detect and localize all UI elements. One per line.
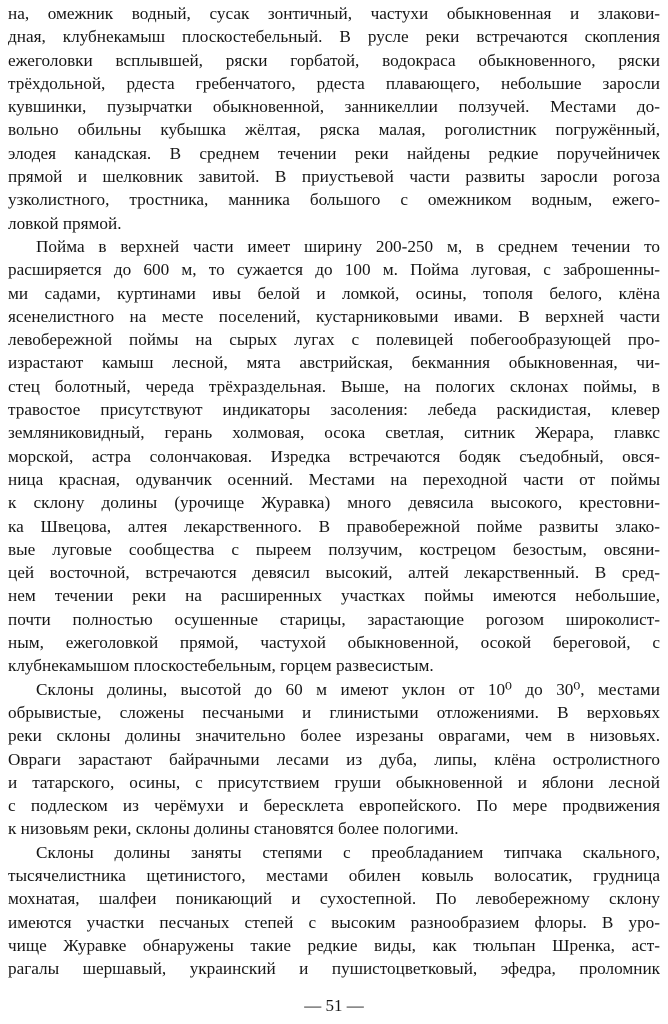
text-line: чище Журавке обнаружены такие редкие виды, как тюльпан Шренка, аст- <box>8 935 660 955</box>
text-line: рагалы шершавый, украинский и пушистоцветковый, эфедра, проломник <box>8 959 660 979</box>
text-line: к склону долины (урочище Журавка) много девясила высокого, крестовни- <box>8 493 660 513</box>
text-line: цей восточной, встречаются девясил высокий, алтей лекарственный. В сред- <box>8 563 660 583</box>
text-line: ка Швецова, алтея лекарственного. В правобережной пойме развиты злако- <box>8 516 660 536</box>
text-line: расширяется до 600 м, то сужается до 100 м. Пойма луговая, с заброшенны- <box>8 260 660 280</box>
text-line: прямой и шелковник завитой. В приустьевой части развиты заросли рогоза <box>8 167 660 187</box>
text-line: реки склоны долины значительно более изрезаны оврагами, чем в низовьях. <box>8 726 660 746</box>
text-line: вольно обильны кубышка жёлтая, ряска малая, роголистник погружённый, <box>8 120 660 140</box>
text-line: ным, ежеголовкой прямой, частухой обыкновенной, осокой береговой, с <box>8 633 660 653</box>
text-line: ми садами, куртинами ивы белой и ломкой, осины, тополя белого, клёна <box>8 283 660 303</box>
text-line: с подлеском из черёмухи и бересклета европейского. По мере продвижения <box>8 796 660 816</box>
text-line: травостое присутствуют индикаторы засоления: лебеда раскидистая, клевер <box>8 400 660 420</box>
text-line: кувшинки, пузырчатки обыкновенной, занникеллии ползучей. Местами до- <box>8 97 660 117</box>
text-line: и татарского, осины, с присутствием груши обыкновенной и яблони лесной <box>8 772 660 792</box>
text-line: ясенелистного на месте поселений, кустарниковыми ивами. В верхней части <box>8 306 660 326</box>
text-line: почти полностью осушенные старицы, зарастающие рогозом широколист- <box>8 609 660 629</box>
text-line: клубнекамышом плоскостебельным, горцем развесистым. <box>8 656 434 676</box>
text-line: к низовьям реки, склоны долины становятся более пологими. <box>8 819 459 839</box>
text-line: земляниковидный, герань холмовая, осока светлая, ситник Жерара, главкс <box>8 423 660 443</box>
text-line: на, омежник водный, сусак зонтичный, частухи обыкновенная и злакови- <box>8 4 660 23</box>
text-line: морской, астра солончаковая. Изредка встречаются бодяк съедобный, овся- <box>8 446 660 466</box>
text-line: имеются участки песчаных степей с высоким разнообразием флоры. В уро- <box>8 912 660 932</box>
text-line: нем течении реки на расширенных участках поймы имеются небольшие, <box>8 586 660 606</box>
text-line: ежеголовки всплывшей, ряски горбатой, водокраса обыкновенного, ряски <box>8 50 660 70</box>
text-line: Овраги зарастают байрачными лесами из дуба, липы, клёна остролистного <box>8 749 660 769</box>
text-line: Склоны долины заняты степями с преобладанием типчака скального, <box>36 842 660 862</box>
text-line: ловкой прямой. <box>8 213 122 233</box>
body-text <box>8 2 660 980</box>
text-line: стец болотный, череда трёхраздельная. Выше, на пологих склонах поймы, в <box>8 376 660 396</box>
text-line: израстают камыш лесной, мята австрийская, бекманния обыкновенная, чи- <box>8 353 660 373</box>
text-line: тысячелистника щетинистого, местами обилен ковыль волосатик, грудница <box>8 865 660 885</box>
text-line: вые луговые сообщества с пыреем ползучим, кострецом безостым, овсяни- <box>8 539 660 559</box>
page-number: — 51 — <box>304 996 364 1015</box>
text-line: Пойма в верхней части имеет ширину 200-250 м, в среднем течении то <box>36 236 660 256</box>
text-line: элодея канадская. В среднем течении реки найдены редкие поручейничек <box>8 143 660 163</box>
text-line: Склоны долины, высотой до 60 м имеют уклон от 10⁰ до 30⁰, местами <box>36 679 660 699</box>
text-line: обрывистые, сложены песчаными и глинистыми отложениями. В верховьях <box>8 702 660 722</box>
text-line: ница красная, одуванчик осенний. Местами на переходной части от поймы <box>8 469 660 489</box>
text-line: трёхдольной, рдеста гребенчатого, рдеста плавающего, небольшие заросли <box>8 73 660 93</box>
text-line: дная, клубнекамыш плоскостебельный. В русле реки встречаются скопления <box>8 27 660 47</box>
text-line: мохнатая, шалфеи поникающий и сухостепной. По левобережному склону <box>8 889 660 909</box>
text-line: узколистного, тростника, манника большого с омежником водным, ежего- <box>8 190 660 210</box>
text-line: левобережной поймы на сырых лугах с полевицей побегообразующей про- <box>8 330 660 350</box>
